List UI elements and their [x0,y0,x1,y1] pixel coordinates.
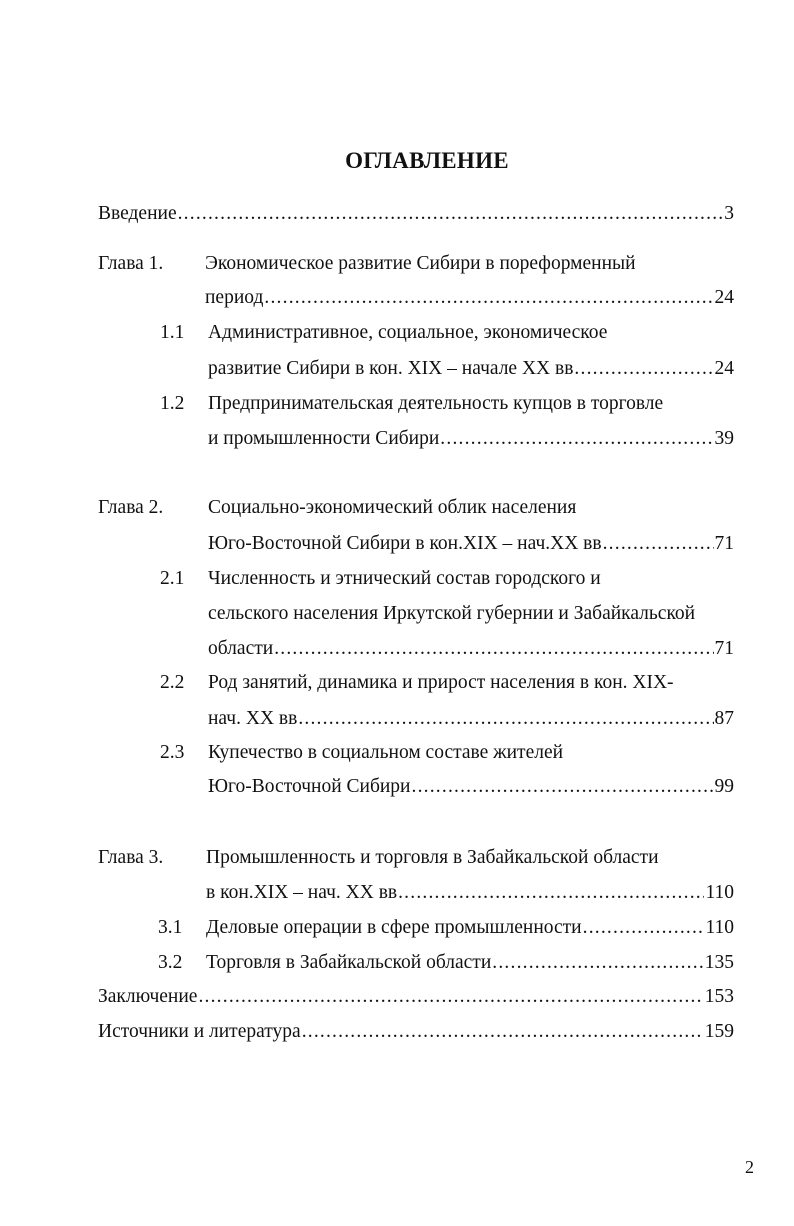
toc-entry-section-2-1[interactable] [208,636,734,662]
entry-page-number: 110 [705,882,734,903]
entry-text: Источники и литература [98,1021,301,1042]
page-title: ОГЛАВЛЕНИЕ [345,148,509,173]
toc-entry-section-1-2[interactable] [208,426,734,452]
entry-text: Торговля в Забайкальской области [206,952,492,973]
section-number: 2.3 [160,742,185,763]
section-number: 1.2 [160,393,185,414]
entry-text: Заключение [98,986,198,1007]
page-number: 2 [745,1157,754,1177]
entry-page-number: 153 [704,986,734,1007]
entry-text: Деловые операции в сфере промышленности [206,917,582,938]
entry-page-number: 24 [714,358,734,379]
entry-page-number: 24 [714,287,734,308]
dot-leader [603,531,714,557]
entry-text: нач. XX вв [208,708,298,729]
section-number: 1.1 [160,322,185,343]
entry-text: Введение [98,203,177,224]
entry-page-number: 71 [714,638,734,659]
entry-page-number: 99 [714,776,734,797]
section-title-continued: сельского населения Иркутской губернии и Забайкальской [208,603,696,624]
toc-entry-section-3-1[interactable] [206,915,734,941]
dot-leader [302,1019,704,1045]
section-title: Административное, социальное, экономическое [208,322,608,343]
entry-text: в кон.XIX – нач. XX вв [206,882,398,903]
chapter-label: Глава 3. [98,847,164,868]
entry-text: период [205,287,264,308]
entry-page-number: 135 [704,952,734,973]
toc-entry-section-2-2[interactable] [208,706,734,732]
section-number: 3.2 [158,952,183,973]
section-title: Купечество в социальном составе жителей [208,742,564,763]
entry-text: Юго-Восточной Сибири [208,776,411,797]
dot-leader [583,915,705,941]
toc-entry-sources[interactable] [98,1019,734,1045]
entry-page-number: 87 [714,708,734,729]
dot-leader [178,201,724,227]
dot-leader [264,285,713,311]
section-number: 3.1 [158,917,183,938]
dot-leader [574,356,713,382]
toc-entry-section-1-1[interactable] [208,356,734,382]
section-number: 2.2 [160,672,185,693]
dot-leader [412,774,714,800]
entry-page-number: 3 [724,203,734,224]
entry-page-number: 110 [705,917,734,938]
toc-entry-section-3-2[interactable] [206,950,734,976]
entry-page-number: 71 [714,533,734,554]
dot-leader [298,706,713,732]
section-title: Численность и этнический состав городского и [208,568,601,589]
entry-text: развитие Сибири в кон. XIX – начале XX вв [208,358,574,379]
toc-entry-chapter-2[interactable] [208,531,734,557]
chapter-title: Экономическое развитие Сибири в пореформенный [205,253,636,274]
dot-leader [492,950,703,976]
dot-leader [198,984,703,1010]
chapter-title: Промышленность и торговля в Забайкальской области [206,847,659,868]
entry-page-number: 39 [714,428,734,449]
entry-page-number: 159 [704,1021,734,1042]
chapter-label: Глава 2. [98,497,164,518]
toc-entry-chapter-1[interactable] [205,285,734,311]
dot-leader [398,880,704,906]
toc-entry-conclusion[interactable] [98,984,734,1010]
entry-text: области [208,638,274,659]
section-title: Предпринимательская деятельность купцов в торговле [208,393,664,414]
toc-entry-introduction[interactable] [98,201,734,227]
chapter-label: Глава 1. [98,253,164,274]
dot-leader [274,636,713,662]
entry-text: и промышленности Сибири [208,428,440,449]
toc-entry-chapter-3[interactable] [206,880,734,906]
entry-text: Юго-Восточной Сибири в кон.XIX – нач.XX вв [208,533,602,554]
section-number: 2.1 [160,568,185,589]
chapter-title: Социально-экономический облик населения [208,497,577,518]
section-title: Род занятий, динамика и прирост населения в кон. XIX- [208,672,674,693]
dot-leader [440,426,713,452]
toc-entry-section-2-3[interactable] [208,774,734,800]
